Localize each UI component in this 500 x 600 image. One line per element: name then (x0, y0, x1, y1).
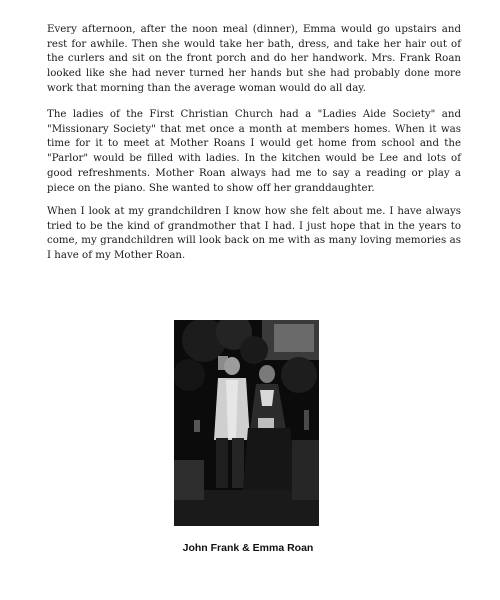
paragraph-church-ladies: The ladies of the First Christian Church had a "Ladies Aide Society" and "Missionary Society" that met once a month at members homes. When it was time for it to meet at Mother Roans I would get home from school and the "Parlor" would be filled with ladies. In the kitchen would be Lee and lots of good refreshments. Mother Roan always had me to say a reading or play a piece on the piano. She wanted to show off her granddaughter. (47, 109, 461, 194)
paragraph-afternoon-routine: Every afternoon, after the noon meal (dinner), Emma would go upstairs and rest for awhile. Then she would take her bath, dress, and take her hair out of the curlers and sit on the front porch and do her handwork. Mrs. Frank Roan looked like she had never turned her hands but she had probably done more work that morning than the average woman would do all day. (47, 24, 461, 94)
family-photograph (174, 320, 319, 526)
photo-caption: John Frank & Emma Roan (182, 542, 314, 554)
paragraph-grandchildren: When I look at my grandchildren I know how she felt about me. I have always tried to be the kind of grandmother that I had. I just hope that in the years to come, my grandchildren will look back on me with as many loving memories as I have of my Mother Roan. (47, 206, 461, 262)
photograph-image (174, 320, 319, 526)
